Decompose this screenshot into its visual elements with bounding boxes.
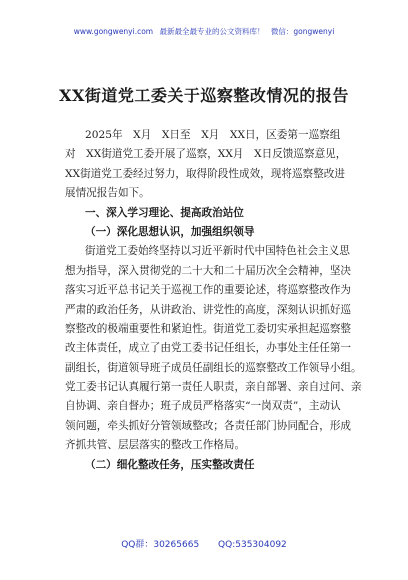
qq-group-text: QQ群：30265665 — [121, 540, 200, 550]
body-line: 街道党工委始终坚持以习近平新时代中国特色社会主义思 — [85, 245, 350, 258]
subsection-heading: （一）深化思想认识，加强组织领导 — [85, 225, 255, 238]
body-line: 察整改的极端重要性和紧迫性。街道党工委切实承担起巡察整 — [65, 322, 352, 335]
wechat-text: 微信：gongwenyi — [270, 27, 335, 36]
page-header — [0, 26, 408, 37]
body-line: 副组长，街道领导班子成员任副组长的巡察整改工作领导小组。 — [65, 361, 362, 374]
slogan-text: 最新最全最专业的公文资料库！ — [159, 27, 265, 36]
body-line: XX街道党工委经过努力，取得阶段性成效，现将巡察整改进 — [65, 167, 345, 180]
subsection-heading: （二）细化整改任务，压实整改责任 — [85, 458, 255, 471]
qq-text: QQ:535304092 — [218, 540, 287, 550]
body-line: 党工委书记认真履行第一责任人职责，亲自部署、亲自过问、亲 — [65, 381, 362, 394]
page-footer — [0, 537, 408, 550]
body-line: 齐抓共管、层层落实的整改工作格局。 — [65, 439, 246, 452]
document-title: XX街道党工委关于巡察整改情况的报告 — [59, 86, 349, 105]
document-body — [65, 126, 365, 475]
body-line: 严肃的政治任务，从讲政治、讲党性的高度，深刻认识抓好巡 — [65, 303, 352, 316]
body-line: 对 XX街道党工委开展了巡察，XX月 X日反馈巡察意见， — [65, 148, 347, 161]
website-link[interactable]: www.gongwenyi.com — [73, 27, 154, 36]
body-line: 落实习近平总书记关于巡视工作的重要论述，将巡察整改作为 — [65, 284, 352, 297]
body-line: 展情况报告如下。 — [65, 187, 150, 200]
body-line: 想为指导，深入贯彻党的二十大和二十届历次全会精神，坚决 — [65, 264, 352, 277]
body-line: 领问题，牵头抓好分管领域整改；各责任部门协同配合，形成 — [65, 419, 352, 432]
body-line: 改主体责任，成立了由党工委书记任组长，办事处主任任第一 — [65, 342, 352, 355]
section-heading: 一、深入学习理论、提高政治站位 — [85, 206, 244, 219]
body-line: 2025年 X月 X日至 X月 XX日，区委第一巡察组 — [85, 129, 341, 141]
body-line: 自协调、亲自督办；班子成员严格落实“一岗双责”，主动认 — [65, 400, 341, 413]
